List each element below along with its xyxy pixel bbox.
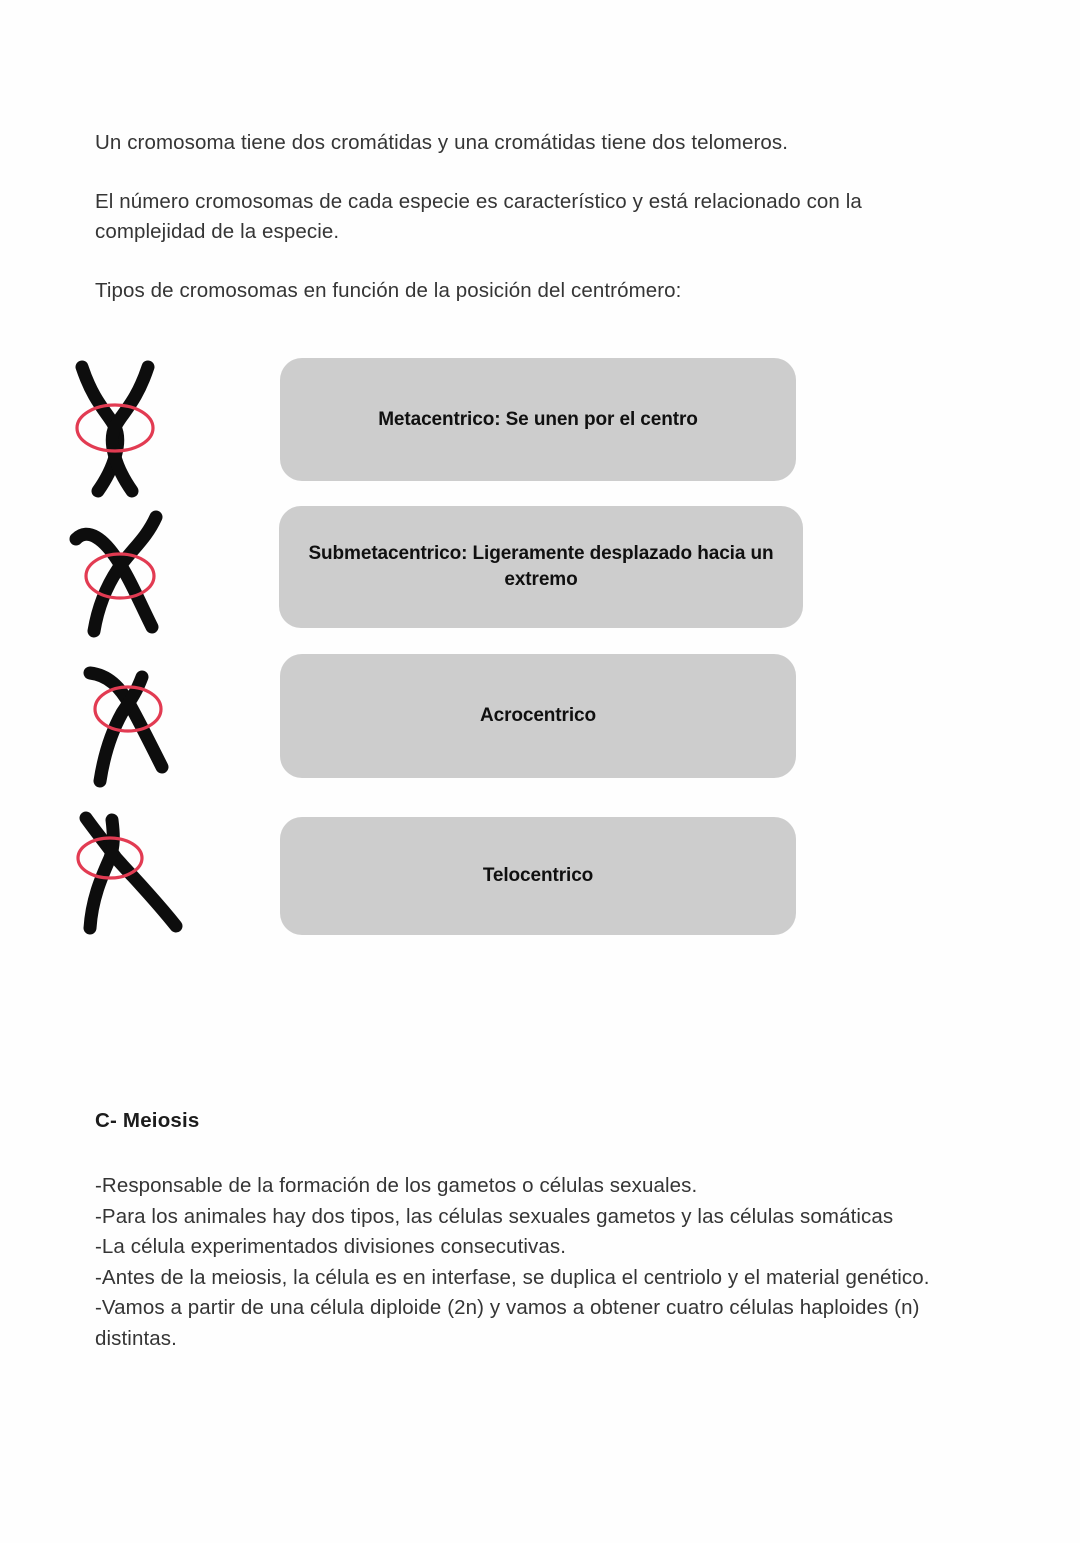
- intro-paragraph-3: Tipos de cromosomas en función de la posición del centrómero:: [95, 279, 682, 302]
- metacentric-chromosome-drawing: [60, 355, 270, 500]
- meiosis-bullet-3: -La célula experimentados divisiones consecutivas.: [95, 1235, 567, 1258]
- chromosome-label-acrocentric[interactable]: [280, 654, 796, 778]
- intro-paragraph-1: Un cromosoma tiene dos cromátidas y una cromátidas tiene dos telomeros.: [95, 131, 789, 154]
- meiosis-bullet-1: -Responsable de la formación de los gametos o células sexuales.: [95, 1174, 698, 1197]
- chromosome-type-row-submetacentric: [60, 503, 1060, 648]
- chromosome-label-submetacentric[interactable]: [279, 506, 803, 628]
- chromosome-type-row-telocentric: [60, 810, 1060, 945]
- chromosome-label-text: Submetacentrico: Ligeramente desplazado hacia un extremo: [308, 543, 774, 590]
- meiosis-section: [95, 1107, 995, 1354]
- meiosis-section-title: C- Meiosis: [95, 1109, 200, 1132]
- chromosome-label-text: Metacentrico: Se unen por el centro: [378, 408, 698, 430]
- intro-paragraph-2: El número cromosomas de cada especie es característico y está relacionado con la complejidad de la especie.: [95, 190, 862, 243]
- acrocentric-chromosome-drawing: [60, 651, 270, 796]
- chromosome-label-text: Acrocentrico: [479, 705, 596, 726]
- submetacentric-chromosome-drawing: [60, 503, 270, 648]
- chromosome-types-block: [0, 355, 1080, 955]
- chromosome-label-metacentric[interactable]: [280, 358, 796, 481]
- chromosome-label-telocentric[interactable]: [280, 817, 796, 935]
- chromosome-type-row-acrocentric: [60, 651, 1060, 796]
- meiosis-bullet-4: -Antes de la meiosis, la célula es en interfase, se duplica el centriolo y el material genético.: [95, 1265, 930, 1289]
- telocentric-chromosome-drawing: [60, 810, 270, 945]
- meiosis-bullet-2: -Para los animales hay dos tipos, las células sexuales gametos y las células somáticas: [95, 1204, 894, 1228]
- chromosome-type-row-metacentric: [60, 355, 1060, 500]
- chromosome-label-text: Telocentrico: [482, 865, 594, 886]
- meiosis-bullet-5: -Vamos a partir de una célula diploide (2n) y vamos a obtener cuatro células haploides (n) distintas.: [95, 1296, 920, 1350]
- intro-text-block: [95, 128, 975, 306]
